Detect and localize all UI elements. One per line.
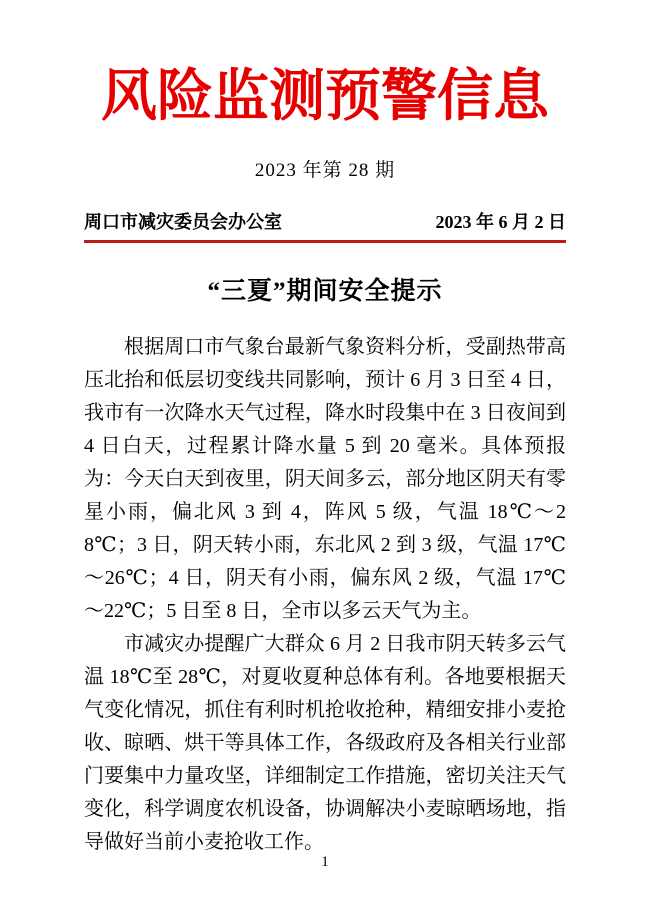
issue-number: 2023 年第 28 期	[254, 160, 396, 182]
masthead-title: 风险监测预警信息	[101, 66, 549, 128]
issue-date: 2023 年 6 月 2 日	[435, 212, 566, 233]
issuer-date-row	[84, 208, 566, 234]
issuing-office: 周口市减灾委员会办公室	[84, 212, 282, 233]
article-body	[84, 331, 566, 859]
body-paragraph-2: 市减灾办提醒广大群众 6 月 2 日我市阴天转多云气温 18℃至 28℃，对夏收夏种总体有利。各地要根据天气变化情况，抓住有利时机抢收抢种，精细安排小麦抢收、晾晒、烘干等具体工作，各级政府及各相关行业部门要集中力量攻坚，详细制定工作措施，密切关注天气变化，科学调度农机设备，协调解决小麦晾晒场地，指导做好当前小麦抢收工作。	[84, 633, 566, 854]
article-title: “三夏”期间安全提示	[207, 278, 443, 306]
red-separator-rule	[84, 240, 566, 243]
page-number: 1	[321, 854, 329, 870]
body-paragraph-1: 根据周口市气象台最新气象资料分析，受副热带高压北抬和低层切变线共同影响，预计 6 月 3 日至 4 日，我市有一次降水天气过程，降水时段集中在 3 日夜间到 4 日白天，过程累计降水量 5 到 20 毫米。具体预报为：今天白天到夜里，阴天间多云，部分地区阴天有零星小雨，偏北风 3 到 4，阵风 5 级，气温 18℃～28℃；3 日，阴天转小雨，东北风 2 到 3 级，气温 17℃～26℃；4 日，阴天有小雨，偏东风 2 级，气温 17℃～22℃；5 日至 8 日，全市以多云天气为主。	[84, 336, 566, 623]
